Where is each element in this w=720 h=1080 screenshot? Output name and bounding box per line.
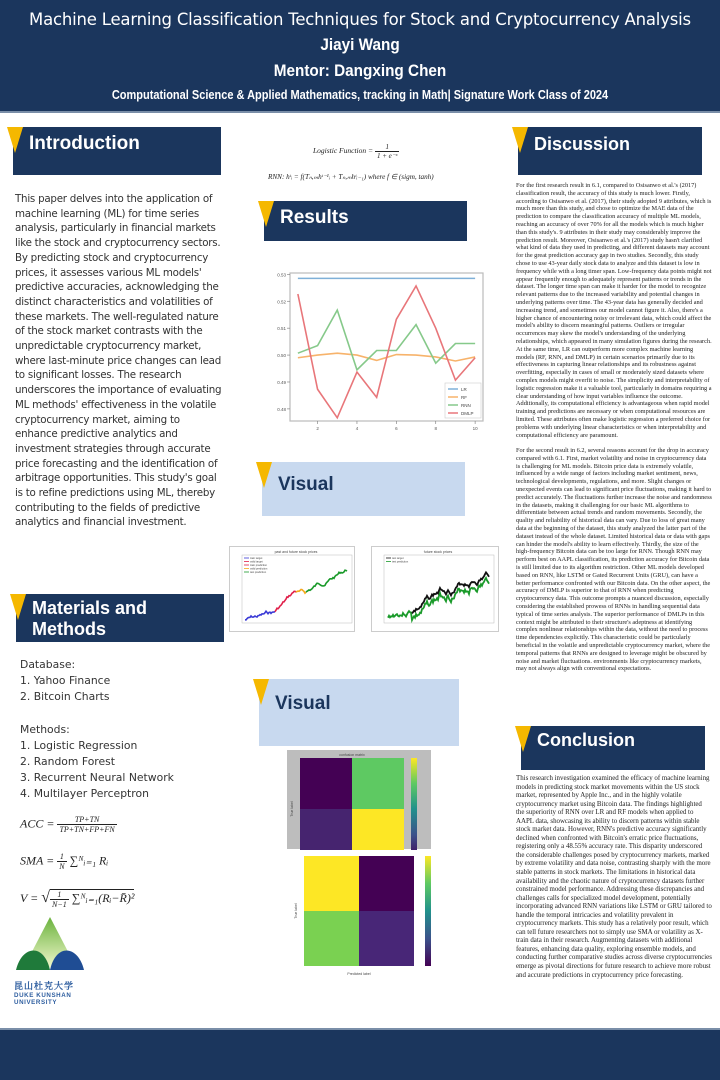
colorbar — [411, 758, 417, 860]
confusion-matrix-2-svg — [280, 850, 440, 1015]
conclusion-body: This research investigation examined the efficacy of machine learning models in predicting stock market movements within the US stock market, represented by Apple Inc., and in the highly volatile cryptocurrency market using Bitcoin data. The findings highlighted the superiority of RNN over LR and RF models when applied to AAPL data, showcasing its ability to discern patterns within stable stock market data. However, RNN's predictive accuracy significantly declined when confronted with Bitcoin's erratic price fluctuations, registering only a 48.55% accuracy rate. This disparity underscored the considerable challenges posed by cryptocurrency markets, marked by extreme volatility and data noise, contrasting sharply with the more stable patterns in stock markets. The limitations in historical data availability and the chaotic nature of cryptocurrency datasets further constrained model performance. Addressing these discrepancies and challenges calls for specialized model development, potentially incorporating advanced RNN variations like LSTM or GRU tailored to handle the temporal intricacies and volatility prevalent in cryptocurrency markets. This study has a relatively poor result, which can tell future researchers not to simply use SMA or volatility as X-train data in their research. Augmenting datasets with additional features, enhancing data quality, exploring ensemble models, and conducting further comparative studies across diverse cryptocurrencies emerge as pivotal directions for future research to achieve more robust and accurate predictions in cryptocurrency price forecasting. — [516, 775, 712, 979]
x-axis-label: Predicted label — [347, 972, 371, 976]
price-series-3 — [306, 570, 347, 592]
legend-label: train target — [250, 557, 263, 560]
x-tick-label: 8 — [434, 426, 437, 431]
heatmap-cell — [352, 758, 404, 809]
discussion-heading-text: Discussion — [534, 134, 631, 154]
materials-heading — [16, 594, 224, 642]
confusion-matrix-2 — [280, 850, 440, 1015]
introduction-heading-text: Introduction — [29, 133, 140, 154]
database-list — [20, 673, 240, 705]
results-line-chart — [270, 265, 490, 455]
method-item: 3. Recurrent Neural Network — [20, 771, 174, 785]
conclusion-heading-text: Conclusion — [537, 730, 635, 750]
introduction-body: This paper delves into the application of machine learning (ML) for time series analysis, particularly in financial markets like the stock and cryptocurrency sectors. By predicting stock and cryptocurrency prices, it assesses various ML models' predictive accuracies, acknowledging the distinct characteristics and volatilities of these markets. The well-regulated nature of the stock market contrasts with the unpredictable cryptocurrency market, where last-minute price changes can lead to significant losses. The research underscores the importance of evaluating ML methods' effectiveness in the volatile cryptocurrency market, aiming to enhance predictive analytics and investment strategies through accurate price forecasting and the identification of arbitrage opportunities. This study's goal is to refine predictions using ML, thereby contributing to the fields of predictive analytics and financial investment. — [15, 193, 222, 529]
flag-accent-icon — [515, 726, 531, 752]
legend-label: DMLP — [461, 411, 474, 416]
mentor-name: Mentor: Dangxing Chen — [273, 61, 447, 80]
heatmap-cell — [304, 911, 359, 966]
future-stock-chart-svg — [372, 547, 500, 633]
poster-title: Machine Learning Classification Techniques for Stock and Cryptocurrency Analysis — [29, 10, 691, 29]
discussion-heading — [518, 127, 702, 175]
method-item: 4. Multilayer Perceptron — [20, 787, 149, 801]
flag-accent-icon — [10, 594, 26, 620]
y-tick-label: 0.53 — [277, 272, 286, 278]
heatmap-title: confusion matrix — [339, 753, 365, 757]
x-tick-label: 2 — [316, 426, 319, 431]
heatmap-cell — [359, 911, 414, 966]
price-series-0 — [245, 611, 275, 620]
y-tick-label: 0.52 — [277, 299, 286, 305]
confusion-matrix-1-svg — [287, 750, 431, 849]
x-tick-label: 6 — [395, 426, 398, 431]
methods-label: Methods: — [20, 722, 70, 736]
legend-label: valid target — [250, 560, 263, 564]
logo-english-line2: UNIVERSITY — [14, 999, 58, 1006]
heatmap-cell — [300, 758, 352, 809]
future-stock-chart — [371, 546, 499, 632]
results-line-chart-svg — [270, 265, 490, 455]
sma-formula: SMA = $\frac{1}{N}$ ∑ᴺᵢ₌₁ Rᵢ — [20, 852, 109, 871]
database-item: 1. Yahoo Finance — [20, 674, 111, 688]
flag-accent-icon — [253, 679, 269, 705]
author-name: Jiayi Wang — [320, 35, 400, 54]
program-line: Computational Science & Applied Mathematics, tracking in Math| Signature Work Class of 2024 — [111, 88, 609, 102]
chart-title: past and future stock prices — [274, 550, 318, 554]
legend-label: test prediction — [392, 560, 409, 564]
logistic-function-equation: Logistic Function = $\frac{1}{\text{1 + e⁻ˣ}}$ — [313, 143, 398, 160]
visual-heading-2-text: Visual — [275, 693, 331, 714]
flag-accent-icon — [256, 462, 272, 488]
materials-heading-line2: Methods — [32, 619, 106, 639]
methods-list — [20, 738, 240, 803]
visual-heading-2 — [259, 679, 459, 746]
legend-label: RF — [461, 395, 467, 400]
legend-label: train prediction — [250, 564, 268, 567]
past-future-stock-chart-svg — [230, 547, 356, 633]
university-logo — [14, 915, 86, 1006]
database-label: Database: — [20, 658, 76, 671]
chart-title: future stock prices — [423, 550, 453, 554]
price-series-1 — [275, 591, 296, 611]
poster-header — [0, 0, 720, 113]
method-item: 1. Logistic Regression — [20, 738, 138, 752]
logo-english-line1: DUKE KUNSHAN — [14, 992, 72, 999]
test-prediction-line — [388, 578, 489, 620]
legend-label: test target — [392, 557, 404, 560]
legend-label: valid prediction — [250, 567, 268, 571]
y-tick-label: 0.50 — [277, 353, 286, 359]
flag-accent-icon — [258, 201, 274, 227]
flag-accent-icon — [512, 127, 528, 153]
legend-label: RNN — [461, 403, 471, 408]
confusion-matrix-1 — [287, 750, 431, 849]
heatmap-cell — [359, 856, 414, 911]
mountain-logo-icon — [14, 915, 86, 970]
materials-heading-line1: Materials and — [32, 598, 148, 618]
database-item: 2. Bitcoin Charts — [20, 690, 110, 704]
x-tick-label: 10 — [472, 426, 478, 431]
x-tick-label: 4 — [355, 426, 359, 431]
accuracy-formula: ACC = $\frac{TP+TN}{TP+TN+FP+FN}$ — [20, 815, 115, 834]
sqrt-icon: √ — [41, 889, 50, 906]
results-heading — [264, 201, 467, 241]
price-series-2 — [296, 590, 306, 594]
past-future-stock-chart — [229, 546, 355, 632]
legend-label: LR — [461, 387, 467, 392]
discussion-paragraph: For the first research result in 6.1, compared to Osisanwo et al.'s (2017) classification result, the accuracy of this study is much lower. Firstly, according to Osisanwo et al. (2017), their study adopted 9 attributes, which is much more than this study, and chose to optimize the MAE data of the prediction to compare the classification accuracy of multiple ML models, reaching an accuracy of over 70% for all the models which is much higher than this study's. 9 attributes in their study may considerably improve the prediction result. Moreover, Osisanwo et al.'s (2017) study hasn't clarified what kind of data they used in predicting, and different datasets may account for the great prediction accuracy gap in two studies. Secondly, this study chose to use 43-year daily stock data to analyze and this dataset is low in frequency while with a long timer span. Low-frequency data points might not appear frequently enough to adequately represent patterns or trends in the dataset. The longer time span can make it harder for the model to recognize relevant patterns due to the increased variability and potential changes in underlying patterns over time. The 43-year data has generally decided and increasing trend, and sometimes our model cannot figure it. Also, there's a higher chance of encountering noisy or irrelevant data, which could affect the model's ability to discern meaningful patterns. Outliers or irregular occurrences may skew the model's understanding of the underlying relationships, which appeared in many simulation figures during the research. At the same time, LR can outperform more complex machine learning models (RF, RNN, and DMLP) in certain scenarios primarily due to its effectiveness in capturing linear relationships and its robustness against overfitting, especially in cases of small or moderately sized datasets where complex models might overfit to noise. The simplicity and interpretability of logistic regression make it a valuable tool, particularly in domains requiring a clear understanding of how input variables influence the outcome. Additionally, its computational efficiency is advantageous when rapid model training and predictions are necessary or when computational resources are limited. These attributes often make logistic regression a preferred choice for problems with underlying linear characteristics or when interpretability and computational efficiency are paramount. — [516, 182, 712, 439]
visual-heading-1-text: Visual — [278, 474, 334, 495]
materials-list — [20, 657, 240, 803]
visual-heading-1 — [262, 462, 465, 516]
heatmap-cell — [304, 856, 359, 911]
flag-accent-icon — [7, 127, 23, 153]
y-tick-label: 0.48 — [277, 406, 286, 412]
y-tick-label: 0.49 — [277, 379, 286, 385]
y-axis-label: True label — [294, 903, 298, 919]
logo-chinese-text: 昆山杜克大学 — [14, 981, 75, 991]
legend-label: test prediction — [250, 571, 267, 574]
introduction-heading — [13, 127, 221, 175]
volatility-formula: V = √ $\frac{1}{N-1}$ ∑ᴺᵢ₌₁(Rᵢ−R̄)² — [20, 889, 135, 909]
results-heading-text: Results — [280, 207, 349, 228]
conclusion-heading — [521, 726, 705, 770]
colorbar — [425, 856, 431, 966]
discussion-body — [516, 182, 712, 681]
poster-footer — [0, 1028, 720, 1080]
method-item: 2. Random Forest — [20, 755, 115, 769]
discussion-paragraph: For the second result in 6.2, several reasons account for the drop in accuracy compared with 6.1. First, market volatility and noise in cryptocurrency data is challenging for ML models. Bitcoin price data is extremely volatile, influenced by a wide range of factors including market sentiment, news, technological developments, regulations, and more. Slight changes or unexpected events can lead to significant price fluctuations, making it hard to predict accurately. The fluctuations further increase the noise and randomness in the datasets, making it challenging for our basic ML algorithms to differentiate between actual trends and random movements. Secondly, the quality and reliability of historical data can vary. Due to loss of great many data at the beginning of the dataset, this study analyzed the latter part of the dataset instead of the whole dataset. Limited historical data or data with gaps can hinder the model's ability to learn effectively. Thirdly, the size of the high-frequency Bitcoin data can be too large for RNN. Though RNN may perform best on AAPL classification, its prediction accuracy for Bitcoin data is still limited due to its algorithm restriction. Other ML models developed based on RNN, like LSTM or Gated Recurrent Units (GRU), can have a better performance confronted with our Bitcoin data. On the other aspect, the accuracy of DMLP is superior to that of RNN when predicting cryptocurrency data. This outcome prompts a nuanced discussion, especially considering the established prowess of RNNs in handling sequential data typical of time series analysis. The superior performance of DMLPs in this context might be attributed to their structure's adeptness at identifying complex nonlinear relationships within the data, without the need to process time dependencies explicitly. This characteristic could be particularly beneficial in the volatile and unpredictable cryptocurrency market, where the temporal patterns that RNNs are designed to leverage might be obscured by noise and market fluctuations. environments like cryptocurrency markets, may not always align with conventional expectations. — [516, 447, 712, 673]
rnn-equation: RNN: hᵗᵢ = f(Tₙ,ₘhᵗ⁻¹ᵢ + Tₙ,ₘhᵗᵢ₋₁) where f ∈ (sigm, tanh) — [268, 173, 434, 181]
y-axis-label: True label — [290, 801, 294, 817]
y-tick-label: 0.51 — [277, 326, 286, 332]
